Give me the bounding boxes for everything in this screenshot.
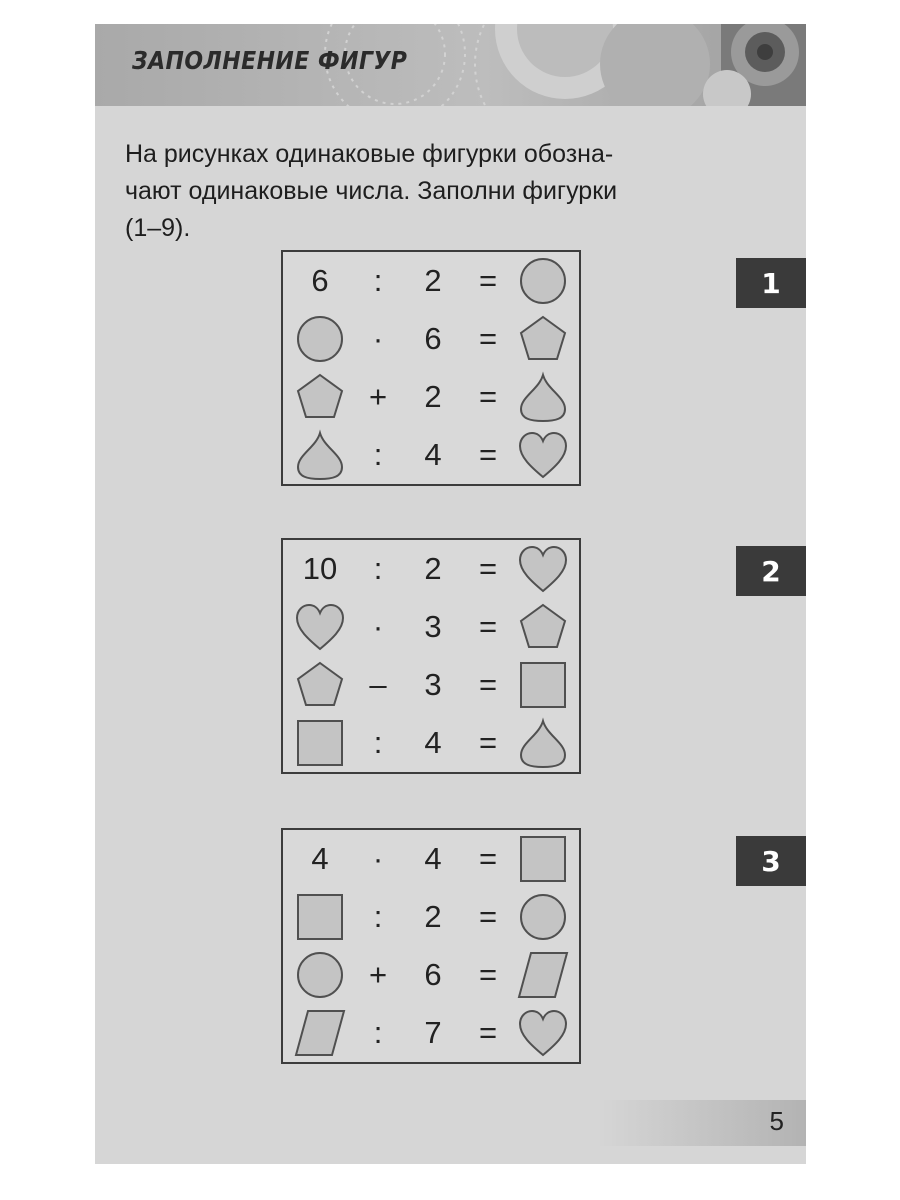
operator: :	[373, 263, 383, 298]
circle-shape[interactable]	[511, 252, 575, 310]
equals-sign: =	[478, 1015, 498, 1050]
equation-row	[283, 252, 579, 310]
circle-shape[interactable]	[285, 946, 355, 1004]
operator: ·	[372, 321, 384, 356]
equals-sign: =	[478, 609, 498, 644]
task-box-3	[281, 828, 581, 1064]
operand-b: 4	[424, 841, 442, 876]
operator: :	[373, 551, 383, 586]
drop-shape[interactable]	[285, 426, 355, 484]
square-shape[interactable]	[511, 656, 575, 714]
equals-sign: =	[478, 899, 498, 934]
operator: +	[368, 957, 388, 992]
equation-row	[283, 888, 579, 946]
circle-shape[interactable]	[285, 310, 355, 368]
square-shape[interactable]	[285, 888, 355, 946]
instructions-line: чают одинаковые числа. Заполни фигурки	[125, 177, 618, 205]
operator: ·	[372, 609, 384, 644]
operand-b: 6	[424, 957, 442, 992]
instructions-line: На рисунках одинаковые фигурки обозна-	[125, 140, 614, 168]
drop-shape[interactable]	[511, 368, 575, 426]
drop-shape[interactable]	[511, 714, 575, 772]
equation-row	[283, 368, 579, 426]
page-header	[95, 24, 806, 106]
equals-sign: =	[478, 551, 498, 586]
operand-b: 4	[424, 437, 442, 472]
equation-row	[283, 310, 579, 368]
operand-a: 4	[311, 841, 329, 876]
equals-sign: =	[478, 667, 498, 702]
equals-sign: =	[478, 841, 498, 876]
parallelogram-shape[interactable]	[511, 946, 575, 1004]
operator: :	[373, 899, 383, 934]
pentagon-shape[interactable]	[511, 598, 575, 656]
parallelogram-shape[interactable]	[285, 1004, 355, 1062]
operand-b: 7	[424, 1015, 442, 1050]
pentagon-shape[interactable]	[511, 310, 575, 368]
operand-b: 2	[424, 379, 442, 414]
workbook-page	[95, 24, 806, 1164]
operator: :	[373, 1015, 383, 1050]
operand-b: 4	[424, 725, 442, 760]
operator: :	[373, 437, 383, 472]
equation-row	[283, 540, 579, 598]
circle-shape[interactable]	[511, 888, 575, 946]
equation-row	[283, 946, 579, 1004]
equals-sign: =	[478, 957, 498, 992]
equals-sign: =	[478, 379, 498, 414]
task-number-tab: 2	[736, 546, 806, 596]
square-shape[interactable]	[511, 830, 575, 888]
operand-b: 6	[424, 321, 442, 356]
equation-row	[283, 1004, 579, 1062]
operand-b: 3	[424, 667, 442, 702]
task-box-1	[281, 250, 581, 486]
page-number: 5	[769, 1106, 784, 1136]
equals-sign: =	[478, 263, 498, 298]
pentagon-shape[interactable]	[285, 656, 355, 714]
task-box-2	[281, 538, 581, 774]
operator: –	[369, 667, 387, 702]
equation-row	[283, 426, 579, 484]
task-number-tab: 3	[736, 836, 806, 886]
pentagon-shape[interactable]	[285, 368, 355, 426]
instructions	[125, 136, 765, 247]
equation-row	[283, 714, 579, 772]
page-title: ЗАПОЛНЕНИЕ ФИГУР	[132, 46, 408, 75]
operand-a: 10	[302, 551, 338, 586]
heart-shape[interactable]	[511, 540, 575, 598]
square-shape[interactable]	[285, 714, 355, 772]
operator: :	[373, 725, 383, 760]
equation-row	[283, 830, 579, 888]
instructions-line: (1–9).	[125, 214, 191, 242]
task-number-tab: 1	[736, 258, 806, 308]
equals-sign: =	[478, 321, 498, 356]
heart-shape[interactable]	[285, 598, 355, 656]
operand-a: 6	[311, 263, 329, 298]
operator: +	[368, 379, 388, 414]
heart-shape[interactable]	[511, 426, 575, 484]
equation-row	[283, 656, 579, 714]
operator: ·	[372, 841, 384, 876]
operand-b: 3	[424, 609, 442, 644]
equals-sign: =	[478, 437, 498, 472]
equation-row	[283, 598, 579, 656]
operand-b: 2	[424, 899, 442, 934]
operand-b: 2	[424, 263, 442, 298]
heart-shape[interactable]	[511, 1004, 575, 1062]
operand-b: 2	[424, 551, 442, 586]
equals-sign: =	[478, 725, 498, 760]
